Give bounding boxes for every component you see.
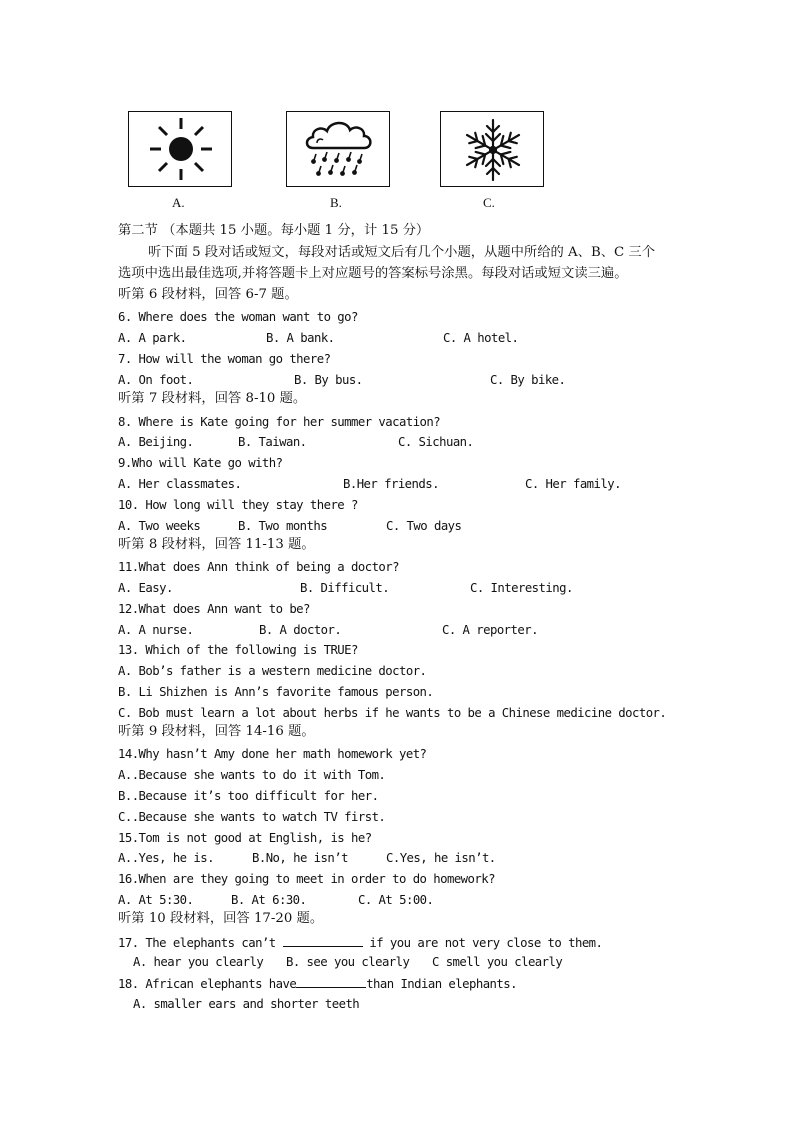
q7-option-a: A. On foot. [118, 373, 194, 387]
q18-answer-blank [296, 977, 366, 988]
picture-b-label: B. [330, 195, 342, 210]
q18-stem-after: than Indian elephants. [366, 977, 517, 991]
q6-stem: 6. Where does the woman want to go? [118, 310, 358, 324]
q14-option-b: B..Because it’s too difficult for her. [118, 789, 379, 803]
q17-option-a: A. hear you clearly [133, 955, 264, 969]
q12-option-c: C. A reporter. [442, 623, 538, 637]
q12-option-b: B. A doctor. [259, 623, 342, 637]
q9-stem: 9.Who will Kate go with? [118, 456, 283, 470]
q18-stem-before: 18. African elephants have [118, 977, 297, 991]
picture-c-box [440, 111, 544, 187]
q6-option-b: B. A bank. [266, 331, 335, 345]
q16-option-b: B. At 6:30. [231, 893, 307, 907]
q11-option-b: B. Difficult. [300, 581, 390, 595]
q16-option-a: A. At 5:30. [118, 893, 194, 907]
q13-stem: 13. Which of the following is TRUE? [118, 643, 358, 657]
q13-option-c: C. Bob must learn a lot about herbs if he wants to be a Chinese medicine doctor. [118, 706, 667, 720]
section-instruction-1: 听下面 5 段对话或短文，每段对话或短文后有几个小题，从题中所给的 A、B、C 三个 [148, 245, 656, 260]
q10-option-c: C. Two days [386, 519, 462, 533]
q11-option-c: C. Interesting. [470, 581, 573, 595]
q15-option-c: C.Yes, he isn’t. [386, 851, 496, 865]
q17-stem-after: if you are not very close to them. [369, 936, 603, 950]
q7-option-b: B. By bus. [294, 373, 363, 387]
q17-stem [118, 936, 602, 949]
q10-option-a: A. Two weeks [118, 519, 201, 533]
snowflake-icon [441, 112, 545, 188]
q12-option-a: A. A nurse. [118, 623, 194, 637]
q9-option-a: A. Her classmates. [118, 477, 242, 491]
q13-option-b: B. Li Shizhen is Ann’s favorite famous person. [118, 685, 434, 699]
sun-icon [129, 112, 233, 188]
q9-option-c: C. Her family. [525, 477, 621, 491]
q11-stem: 11.What does Ann think of being a doctor? [118, 560, 399, 574]
q10-stem: 10. How long will they stay there ? [118, 498, 358, 512]
q8-option-a: A. Beijing. [118, 435, 194, 449]
section-instruction-2: 选项中选出最佳选项,并将答题卡上对应题号的答案标号涂黑。每段对话或短文读三遍。 [118, 266, 628, 281]
material-7-heading: 听第 7 段材料，回答 8-10 题。 [118, 391, 307, 406]
q18-stem [118, 977, 517, 990]
q8-option-c: C. Sichuan. [398, 435, 474, 449]
q17-option-c: C smell you clearly [432, 955, 563, 969]
material-6-heading: 听第 6 段材料，回答 6-7 题。 [118, 287, 298, 302]
q10-option-b: B. Two months [238, 519, 328, 533]
rain-cloud-icon [287, 112, 391, 188]
q17-stem-before: 17. The elephants can’t [118, 936, 276, 950]
material-9-heading: 听第 9 段材料，回答 14-16 题。 [118, 724, 315, 739]
picture-a-label: A. [172, 195, 185, 210]
section-title: 第二节 （本题共 15 小题。每小题 1 分，计 15 分） [118, 223, 430, 238]
q17-answer-blank [283, 936, 363, 947]
picture-c-label: C. [483, 195, 495, 210]
q18-option-a: A. smaller ears and shorter teeth [133, 997, 360, 1011]
q13-option-a: A. Bob’s father is a western medicine doctor. [118, 664, 427, 678]
picture-b-box [286, 111, 390, 187]
q8-option-b: B. Taiwan. [238, 435, 307, 449]
q14-option-a: A..Because she wants to do it with Tom. [118, 768, 386, 782]
q14-stem: 14.Why hasn’t Amy done her math homework yet? [118, 747, 427, 761]
q11-option-a: A. Easy. [118, 581, 173, 595]
q12-stem: 12.What does Ann want to be? [118, 602, 310, 616]
q8-stem: 8. Where is Kate going for her summer vacation? [118, 415, 441, 429]
q17-option-b: B. see you clearly [286, 955, 410, 969]
material-8-heading: 听第 8 段材料，回答 11-13 题。 [118, 537, 315, 552]
q14-option-c: C..Because she wants to watch TV first. [118, 810, 386, 824]
q15-stem: 15.Tom is not good at English, is he? [118, 831, 372, 845]
q15-option-b: B.No, he isn’t [252, 851, 348, 865]
q9-option-b: B.Her friends. [343, 477, 439, 491]
q16-stem: 16.When are they going to meet in order to do homework? [118, 872, 495, 886]
material-10-heading: 听第 10 段材料，回答 17-20 题。 [118, 911, 324, 926]
q6-option-c: C. A hotel. [443, 331, 519, 345]
q7-option-c: C. By bike. [490, 373, 566, 387]
q16-option-c: C. At 5:00. [358, 893, 434, 907]
q15-option-a: A..Yes, he is. [118, 851, 214, 865]
picture-a-box [128, 111, 232, 187]
q6-option-a: A. A park. [118, 331, 187, 345]
q7-stem: 7. How will the woman go there? [118, 352, 331, 366]
